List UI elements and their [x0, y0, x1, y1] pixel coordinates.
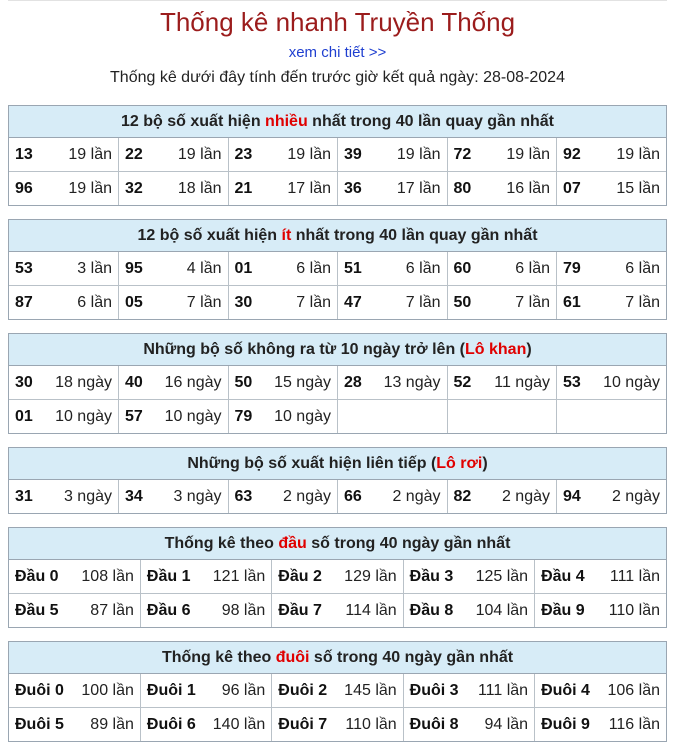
stat-key: 30	[15, 373, 33, 391]
stat-cell	[119, 366, 229, 400]
stat-value: 17 lần	[396, 179, 441, 197]
stat-value: 7 lần	[515, 293, 550, 311]
stat-cell	[338, 480, 448, 513]
stat-value: 10 ngày	[274, 407, 331, 425]
stat-key: 80	[453, 179, 472, 197]
stat-key: Đầu 5	[15, 601, 59, 619]
stat-value: 7 lần	[625, 293, 660, 311]
stat-value: 19 lần	[396, 145, 441, 163]
stat-key: 30	[234, 293, 253, 311]
stat-value: 6 lần	[77, 293, 112, 311]
stat-cell	[9, 138, 119, 172]
stat-value: 10 ngày	[603, 373, 660, 391]
stat-value: 129 lần	[344, 567, 397, 585]
stat-cell	[535, 708, 666, 742]
stat-cell	[9, 674, 140, 708]
stat-cell	[228, 366, 338, 400]
stat-cell	[140, 560, 271, 594]
stat-cell	[119, 400, 229, 434]
table-row	[9, 594, 666, 628]
section-title-text: số trong 40 ngày gần nhất	[306, 535, 511, 552]
table-row	[9, 708, 666, 742]
stat-value: 7 lần	[405, 293, 441, 311]
stat-key: 34	[125, 487, 143, 505]
section-title-text: nhất trong 40 lần quay gần nhất	[307, 113, 554, 130]
section-lo-roi	[8, 447, 667, 514]
section-title	[9, 220, 666, 252]
stat-cell	[447, 400, 557, 434]
stat-cell	[447, 286, 557, 320]
stat-value: 6 lần	[405, 259, 441, 277]
stat-value: 87 lần	[90, 601, 134, 619]
table-row	[9, 480, 666, 513]
stat-value: 111 lần	[477, 681, 529, 699]
table-row	[9, 172, 666, 206]
stat-cell	[9, 708, 140, 742]
stat-key: Đuôi 9	[541, 715, 590, 733]
stat-key: 61	[563, 293, 581, 311]
stat-key: 40	[125, 373, 143, 391]
stat-cell	[119, 172, 229, 206]
stat-value: 10 ngày	[164, 407, 222, 425]
stat-cell	[9, 480, 119, 513]
stat-key: 66	[344, 487, 362, 505]
stat-cell	[447, 480, 557, 513]
stat-cell	[119, 138, 229, 172]
stat-value: 15 lần	[616, 179, 660, 197]
stat-value: 104 lần	[475, 601, 529, 619]
stat-key: Đầu 7	[278, 601, 322, 619]
section-title-text: nhất trong 40 lần quay gần nhất	[291, 227, 538, 244]
stat-cell	[228, 252, 338, 286]
stat-cell	[557, 400, 667, 434]
stat-key: 51	[344, 259, 362, 277]
stat-cell	[9, 252, 119, 286]
stat-value: 11 ngày	[494, 373, 550, 391]
stat-value: 2 ngày	[392, 487, 441, 505]
stat-key: Đầu 8	[409, 601, 454, 619]
section-title-text: )	[526, 341, 532, 358]
stat-cell	[535, 560, 666, 594]
stat-cell	[228, 480, 338, 513]
stat-cell	[557, 366, 667, 400]
stat-key: 05	[125, 293, 143, 311]
stat-value: 110 lần	[608, 601, 660, 619]
stat-cell	[338, 400, 448, 434]
stat-key: 79	[234, 407, 253, 425]
stat-key: 82	[453, 487, 472, 505]
stat-value: 108 lần	[81, 567, 134, 585]
stat-value: 3 lần	[77, 259, 112, 277]
section-title-highlight: nhiều	[265, 113, 308, 130]
section-title-highlight: đầu	[278, 535, 307, 552]
stat-cell	[140, 594, 271, 628]
stats-table	[9, 366, 666, 433]
stat-cell	[119, 252, 229, 286]
stat-value: 140 lần	[212, 715, 266, 733]
section-title-highlight: Lô rơi	[436, 455, 483, 472]
page-title: Thống kê nhanh Truyền Thống	[159, 7, 516, 37]
stat-value: 121 lần	[212, 567, 266, 585]
stat-key: Đầu 4	[541, 567, 585, 585]
stat-key: 96	[15, 179, 33, 197]
stat-value: 96 lần	[221, 681, 266, 699]
stat-key: 47	[344, 293, 362, 311]
stat-key: 52	[453, 373, 472, 391]
stat-value: 98 lần	[221, 601, 266, 619]
stats-table	[9, 480, 666, 513]
stat-value: 19 lần	[68, 179, 112, 197]
stat-cell	[272, 560, 403, 594]
section-title-text: Những bộ số không ra từ 10 ngày trở lên (	[143, 341, 465, 358]
stat-key: 21	[234, 179, 253, 197]
stat-value: 18 ngày	[55, 373, 112, 391]
page-subtitle: Thống kê dưới đây tính đến trước giờ kết quả ngày: 28-08-2024	[110, 69, 565, 86]
stat-value: 2 ngày	[501, 487, 550, 505]
section-title-text: )	[482, 455, 488, 472]
stat-key: 39	[344, 145, 362, 163]
stat-cell	[9, 560, 140, 594]
stat-cell	[140, 708, 271, 742]
section-title-text: Thống kê theo	[161, 649, 276, 666]
stat-value: 16 lần	[506, 179, 550, 197]
stat-value: 13 ngày	[383, 373, 441, 391]
stat-value: 7 lần	[186, 293, 222, 311]
top-divider	[8, 0, 667, 3]
stat-key: Đuôi 0	[15, 681, 64, 699]
stat-key: 23	[234, 145, 253, 163]
stat-key: Đuôi 4	[541, 681, 590, 699]
stat-value: 125 lần	[475, 567, 529, 585]
stat-cell	[272, 594, 403, 628]
stat-cell	[557, 286, 667, 320]
stat-value: 19 lần	[68, 145, 112, 163]
stat-key: 32	[125, 179, 143, 197]
table-row	[9, 560, 666, 594]
stat-cell	[272, 708, 403, 742]
stat-cell	[557, 138, 667, 172]
table-row	[9, 286, 666, 320]
stat-key: 07	[563, 179, 581, 197]
section-title	[9, 642, 666, 674]
stat-cell	[338, 172, 448, 206]
stat-key: Đầu 1	[146, 567, 191, 585]
stat-key: 50	[234, 373, 253, 391]
stat-cell	[9, 400, 119, 434]
stat-cell	[119, 480, 229, 513]
stat-key: 01	[234, 259, 253, 277]
stat-key: 87	[15, 293, 33, 311]
stat-key: 01	[15, 407, 33, 425]
stat-value: 17 lần	[287, 179, 331, 197]
stat-key: 95	[125, 259, 143, 277]
stat-cell	[140, 674, 271, 708]
stat-cell	[338, 286, 448, 320]
stat-key: 50	[453, 293, 472, 311]
stats-table	[9, 138, 666, 205]
stat-cell	[228, 138, 338, 172]
section-duoi-stats	[8, 641, 667, 742]
table-row	[9, 138, 666, 172]
stat-value: 3 ngày	[63, 487, 112, 505]
section-title-text: 12 bộ số xuất hiện	[121, 113, 266, 130]
stat-key: 31	[15, 487, 33, 505]
stat-key: Đuôi 3	[409, 681, 459, 699]
stat-value: 116 lần	[608, 715, 660, 733]
section-most-frequent	[8, 105, 667, 206]
stat-value: 6 lần	[625, 259, 660, 277]
stat-value: 3 ngày	[173, 487, 222, 505]
stat-cell	[403, 560, 534, 594]
stat-value: 4 lần	[186, 259, 222, 277]
stat-cell	[447, 172, 557, 206]
stat-key: 22	[125, 145, 143, 163]
stat-key: 13	[15, 145, 33, 163]
stat-cell	[535, 674, 666, 708]
stat-value: 2 ngày	[611, 487, 660, 505]
stat-key: Đầu 2	[278, 567, 322, 585]
stat-value: 89 lần	[90, 715, 134, 733]
stat-cell	[9, 594, 140, 628]
stat-value: 114 lần	[345, 601, 397, 619]
section-title	[9, 334, 666, 366]
stat-value: 19 lần	[506, 145, 550, 163]
table-row	[9, 400, 666, 434]
stat-cell	[9, 172, 119, 206]
stat-value: 2 ngày	[282, 487, 331, 505]
stat-cell	[228, 286, 338, 320]
stats-table	[9, 674, 666, 741]
stat-key: 72	[453, 145, 472, 163]
section-title-text: Thống kê theo	[164, 535, 279, 552]
stat-key: 53	[563, 373, 581, 391]
stat-value: 110 lần	[345, 715, 397, 733]
stat-cell	[535, 594, 666, 628]
stat-value: 19 lần	[616, 145, 660, 163]
stat-value: 19 lần	[177, 145, 222, 163]
stat-cell	[557, 480, 667, 513]
stat-cell	[447, 252, 557, 286]
section-title	[9, 528, 666, 560]
stat-value: 106 lần	[607, 681, 660, 699]
stat-key: Đuôi 6	[146, 715, 196, 733]
stat-value: 100 lần	[81, 681, 134, 699]
stats-table	[9, 252, 666, 319]
stat-value: 18 lần	[177, 179, 222, 197]
stat-key: 57	[125, 407, 143, 425]
stat-value: 6 lần	[296, 259, 331, 277]
stat-cell	[403, 708, 534, 742]
section-title-text: Những bộ số xuất hiện liên tiếp (	[187, 455, 437, 472]
section-title-text: số trong 40 ngày gần nhất	[309, 649, 514, 666]
stat-value: 10 ngày	[55, 407, 112, 425]
stat-value: 15 ngày	[274, 373, 331, 391]
stat-cell	[228, 172, 338, 206]
stats-table	[9, 560, 666, 627]
stat-cell	[272, 674, 403, 708]
stat-cell	[338, 138, 448, 172]
stat-key: 79	[563, 259, 581, 277]
stat-key: Đầu 9	[541, 601, 585, 619]
stat-key: Đầu 3	[409, 567, 454, 585]
section-dau-stats	[8, 527, 667, 628]
stat-cell	[403, 594, 534, 628]
stat-value: 6 lần	[515, 259, 550, 277]
section-title-highlight: đuôi	[275, 649, 310, 666]
table-row	[9, 252, 666, 286]
stat-cell	[447, 138, 557, 172]
stat-cell	[403, 674, 534, 708]
stat-key: Đầu 6	[146, 601, 191, 619]
table-row	[9, 674, 666, 708]
section-least-frequent	[8, 219, 667, 320]
stat-cell	[338, 366, 448, 400]
section-title-text: 12 bộ số xuất hiện	[137, 227, 282, 244]
stat-value: 111 lần	[609, 567, 660, 585]
stat-value: 7 lần	[296, 293, 331, 311]
stat-key: Đuôi 5	[15, 715, 64, 733]
stat-key: Đuôi 1	[146, 681, 196, 699]
stat-cell	[557, 252, 667, 286]
stat-value: 19 lần	[287, 145, 331, 163]
stat-key: 94	[563, 487, 581, 505]
stat-key: 92	[563, 145, 581, 163]
stat-cell	[447, 366, 557, 400]
section-title	[9, 448, 666, 480]
section-title-highlight: Lô khan	[465, 341, 527, 358]
stat-cell	[228, 400, 338, 434]
stat-key: Đầu 0	[15, 567, 59, 585]
stat-key: 60	[453, 259, 472, 277]
stat-cell	[119, 286, 229, 320]
stat-key: 28	[344, 373, 362, 391]
stat-key: Đuôi 2	[278, 681, 328, 699]
stat-cell	[9, 366, 119, 400]
stat-key: 36	[344, 179, 362, 197]
stat-cell	[338, 252, 448, 286]
stat-value: 145 lần	[344, 681, 397, 699]
stat-key: 63	[234, 487, 253, 505]
stat-value: 16 ngày	[164, 373, 222, 391]
detail-link[interactable]: xem chi tiết >>	[288, 44, 387, 61]
stat-cell	[557, 172, 667, 206]
stat-cell	[9, 286, 119, 320]
stat-key: Đuôi 8	[409, 715, 459, 733]
section-title	[9, 106, 666, 138]
table-row	[9, 366, 666, 400]
section-lo-khan	[8, 333, 667, 434]
section-title-highlight: ít	[281, 227, 292, 244]
stat-key: 53	[15, 259, 33, 277]
stat-value: 94 lần	[484, 715, 529, 733]
stat-key: Đuôi 7	[278, 715, 328, 733]
